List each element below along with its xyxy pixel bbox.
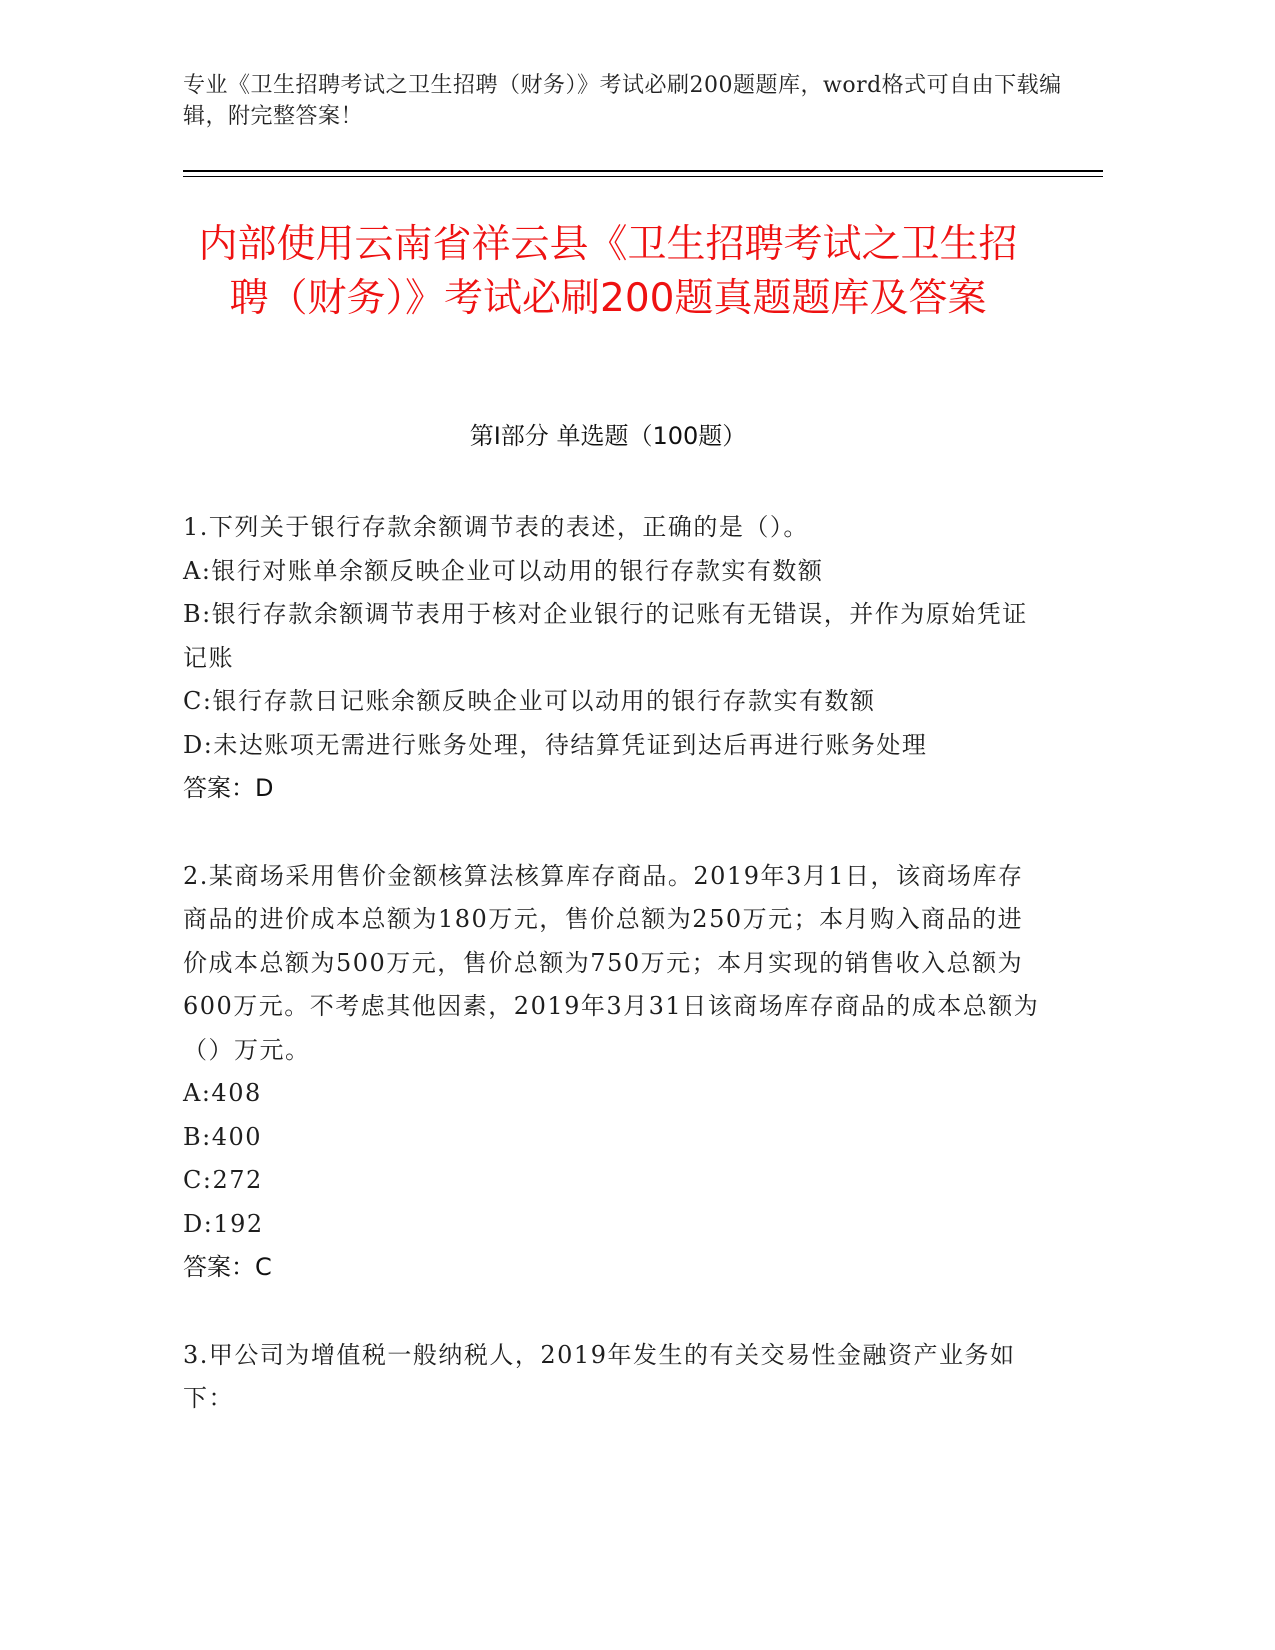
answer: 答案：D — [183, 774, 274, 802]
header-note: 专业《卫生招聘考试之卫生招聘（财务）》考试必刷200题题库，word格式可自由下载编辑，附完整答案！ — [183, 73, 1062, 129]
question-list — [183, 506, 1043, 1465]
option-d: D:192 — [183, 1209, 264, 1238]
option-c: C:银行存款日记账余额反映企业可以动用的银行存款实有数额 — [183, 687, 876, 715]
option-a: A:银行对账单余额反映企业可以动用的银行存款实有数额 — [183, 556, 824, 585]
question-2 — [183, 855, 1043, 1290]
header-divider-thick — [183, 170, 1103, 172]
question-1 — [183, 506, 1043, 811]
question-stem: 2.某商场采用售价金额核算法核算库存商品。2019年3月1日，该商场库存商品的进价成本总额为180万元，售价总额为250万元；本月购入商品的进价成本总额为500万元，售价总额为750万元；本月实现的销售收入总额为600万元。不考虑其他因素，2019年3月31日该商场库存商品的成本总额为（）万元。 — [183, 861, 1040, 1064]
header-divider-thin — [183, 176, 1103, 177]
option-b: B:400 — [183, 1122, 263, 1151]
question-3 — [183, 1334, 1043, 1421]
question-stem: 3.甲公司为增值税一般纳税人，2019年发生的有关交易性金融资产业务如下： — [183, 1340, 1016, 1412]
section-title: 第Ⅰ部分 单选题（100题） — [469, 422, 747, 450]
answer: 答案：C — [183, 1253, 272, 1281]
option-c: C:272 — [183, 1166, 263, 1194]
option-b: B:银行存款余额调节表用于核对企业银行的记账有无错误，并作为原始凭证记账 — [183, 600, 1028, 672]
document-title: 内部使用云南省祥云县《卫生招聘考试之卫生招聘（财务）》考试必刷200题真题题库及答案 — [198, 222, 1018, 321]
option-a: A:408 — [183, 1079, 262, 1107]
option-d: D:未达账项无需进行账务处理，待结算凭证到达后再进行账务处理 — [183, 730, 928, 759]
question-stem: 1.下列关于银行存款余额调节表的表述，正确的是（）。 — [183, 513, 809, 541]
